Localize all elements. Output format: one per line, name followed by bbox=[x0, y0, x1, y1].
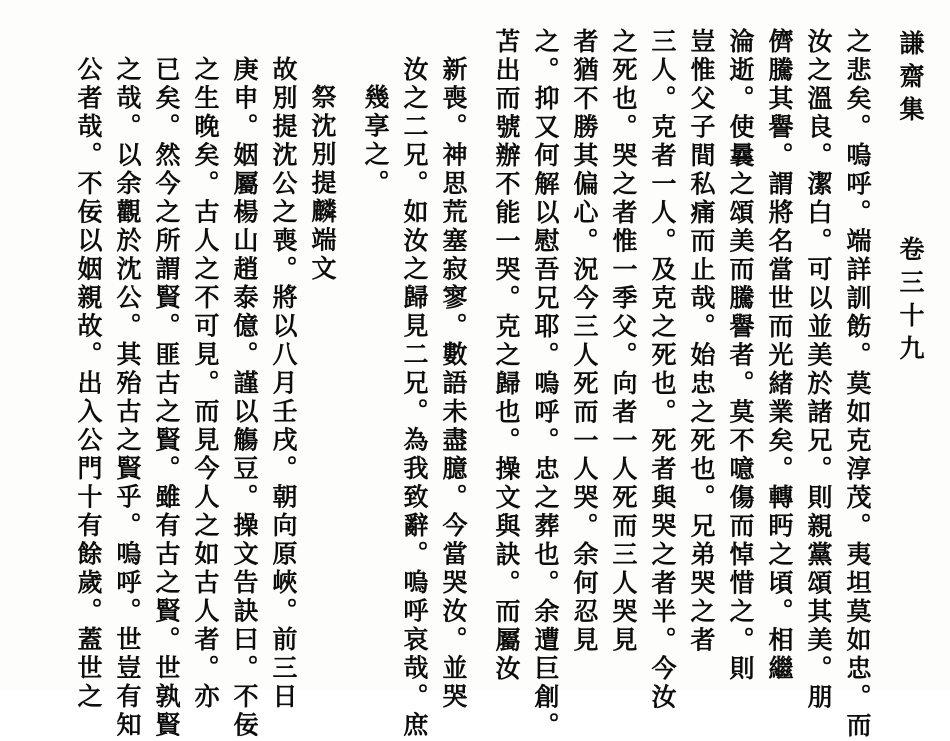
section-gap bbox=[473, 26, 487, 664]
text-column-9: 之。抑又何解以慰吾兄耶。嗚呼。忠之葬也。余遭巨創。 bbox=[531, 28, 560, 741]
text-column-19: 之哉。以余觀於沈公。其殆古之賢乎。嗚呼。世豈有知 bbox=[113, 56, 142, 740]
text-column-17: 之生晚矣。古人之不可見。而見今人之如古人者。亦 bbox=[191, 56, 220, 712]
vertical-text-block bbox=[20, 26, 930, 741]
text-column-4: 淪逝。使曩之頌美而騰譽者。莫不噫傷而悼惜之。則 bbox=[726, 28, 755, 684]
header-gap bbox=[877, 26, 891, 664]
title-gap bbox=[342, 26, 356, 664]
text-column-1: 之悲矣。嗚呼。端詳訓飭。莫如克淳茂。夷坦莫如忠。而 bbox=[843, 28, 872, 741]
text-column-2: 汝之溫良。潔白。可以並美於諸兄。則親黨頌其美。朋 bbox=[804, 28, 833, 712]
essay-title-column: 祭沈別提麟端文 bbox=[308, 84, 337, 284]
text-column-10: 苫出而號辦不能一哭。克之歸也。操文與訣。而屬汝 bbox=[492, 28, 521, 684]
text-column-5: 豈惟父子間私痛而止哉。始忠之死也。兄弟哭之者 bbox=[687, 28, 716, 655]
text-column-13: 幾享之。 bbox=[361, 84, 390, 198]
spacer bbox=[896, 166, 925, 199]
text-column-18: 已矣。然今之所謂賢。匪古之賢。雖有古之賢。世孰賢 bbox=[152, 56, 181, 740]
text-column-20: 公者哉。不佞以姻親故。出入公門十有餘歲。蓋世之 bbox=[74, 56, 103, 712]
text-column-16: 庚申。姻屬楊山趙泰億。謹以觴豆。操文告訣曰。不佞 bbox=[230, 56, 259, 740]
text-column-7: 之死也。哭之者惟一季父。向者一人死而三人哭見 bbox=[609, 28, 638, 655]
volume-number: 卷三十九 bbox=[896, 236, 925, 368]
text-column-6: 三人。克者一人。及克之死也。死者與哭之者半。今汝 bbox=[648, 28, 677, 712]
text-column-11: 新喪。神思荒塞寂寥。數語未盡臆。今當哭汝。並哭 bbox=[439, 56, 468, 712]
text-column-3: 儕騰其譽。謂將名當世而光緒業矣。轉眄之頃。相繼 bbox=[765, 28, 794, 684]
text-column-8: 者猶不勝其偏心。況今三人死而一人哭。余何忍見 bbox=[570, 28, 599, 655]
text-column-12: 汝之二兄。如汝之歸見二兄。為我致辭。嗚呼哀哉。庶 bbox=[400, 56, 429, 740]
book-title: 謙齋集 bbox=[896, 30, 925, 129]
text-column-15: 故別提沈公之喪。將以八月壬戌。朝向原峽。前三日 bbox=[269, 56, 298, 712]
book-title-column bbox=[891, 26, 930, 664]
